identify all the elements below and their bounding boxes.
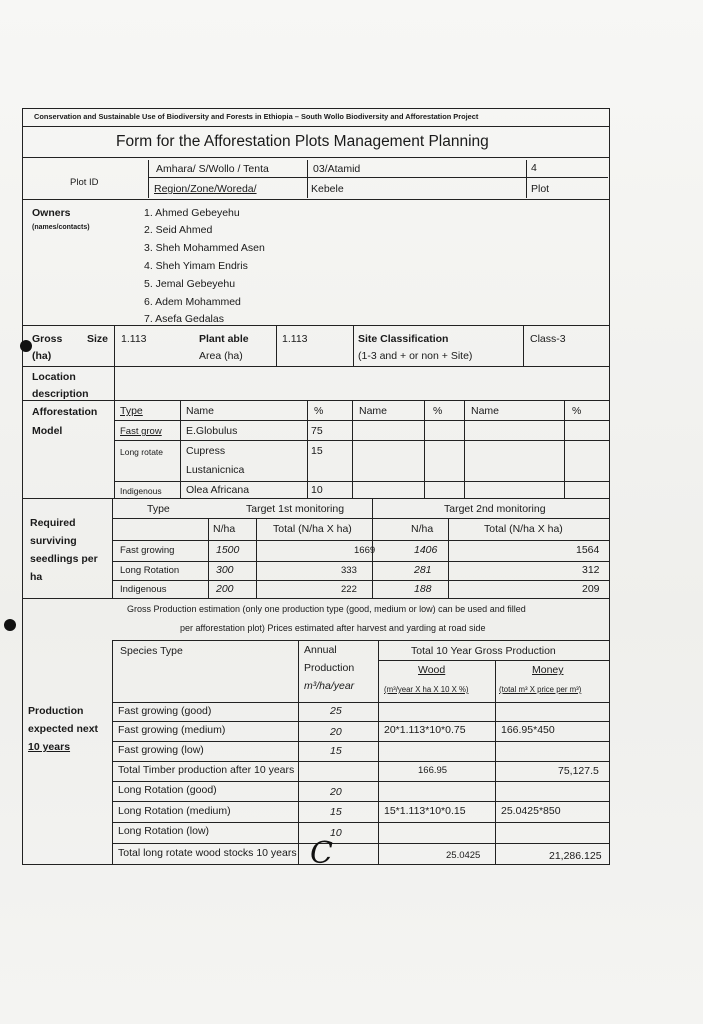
production-head-wood: Wood	[418, 664, 446, 676]
owner-item: 6. Adem Mohammed	[144, 296, 241, 308]
owner-item: 7. Asefa Gedalas	[144, 313, 224, 325]
seedlings-type: Indigenous	[120, 584, 167, 595]
production-total-timber: Total Timber production after 10 years	[118, 764, 295, 776]
punch-hole	[20, 340, 32, 352]
production-head-annual-unit: m³/ha/year	[304, 680, 355, 692]
model-type: Long rotate	[120, 447, 164, 457]
production-total-money: 75,127.5	[558, 765, 599, 777]
handwritten-initial: C	[310, 836, 333, 871]
seedlings-label: ha	[30, 571, 43, 583]
seedlings-t2: 209	[582, 583, 600, 595]
plantable-area-value: 1.113	[282, 333, 308, 345]
seedlings-head-monitoring-2: Target 2nd monitoring	[444, 503, 546, 515]
seedlings-head-monitoring-1: Target 1st monitoring	[246, 503, 345, 515]
production-row-annual: 10	[330, 827, 342, 839]
model-head-type: Type	[120, 405, 143, 417]
plot-id-label: Plot ID	[70, 177, 99, 188]
seedlings-label: surviving	[30, 535, 77, 547]
site-classification-label: Site Classification	[358, 333, 449, 345]
seedlings-head-nha: N/ha	[411, 523, 434, 535]
production-note: Gross Production estimation (only one production type (good, medium or low) can be used and filled	[127, 604, 526, 614]
model-species: Lustanicnica	[186, 464, 245, 476]
production-row-annual: 20	[330, 786, 342, 798]
model-species: Cupress	[186, 445, 226, 457]
seedlings-n2: 188	[414, 583, 432, 595]
site-classification-hint: (1-3 and + or non + Site)	[358, 350, 473, 362]
model-species: E.Globulus	[186, 425, 238, 437]
production-head-annual: Production	[304, 662, 355, 674]
production-head-money-formula: (total m³ X price per m³)	[499, 685, 582, 694]
production-note: per afforestation plot) Prices estimated after harvest and yarding at road side	[180, 623, 486, 633]
gross-size-unit: (ha)	[32, 350, 52, 362]
production-row-name: Long Rotation (low)	[118, 825, 210, 837]
plot-label: Plot	[531, 183, 550, 195]
production-label: expected next	[28, 723, 99, 735]
owners-label: Owners	[32, 207, 71, 219]
owner-item: 3. Sheh Mohammed Asen	[144, 242, 265, 254]
model-head-name: Name	[186, 405, 215, 417]
location-label: description	[32, 388, 89, 400]
production-total-money: 21,286.125	[549, 850, 602, 862]
seedlings-n2: 1406	[414, 544, 438, 556]
production-row-annual: 15	[330, 806, 342, 818]
model-head-pct: %	[314, 405, 324, 417]
seedlings-head-total: Total (N/ha X ha)	[273, 523, 352, 535]
model-pct: 15	[311, 445, 323, 457]
seedlings-label: seedlings per	[30, 553, 98, 565]
model-species: Olea Africana	[186, 484, 250, 496]
gross-size-value: 1.113	[121, 333, 147, 345]
site-classification-value: Class-3	[530, 333, 566, 345]
model-head-name: Name	[359, 405, 388, 417]
production-row-name: Fast growing (low)	[118, 744, 204, 756]
production-label: 10 years	[28, 741, 71, 753]
model-head-pct: %	[433, 405, 443, 417]
seedlings-head-nha: N/ha	[213, 523, 236, 535]
seedlings-label: Required	[30, 517, 76, 529]
production-row-name: Fast growing (good)	[118, 705, 212, 717]
kebele-value: 03/Atamid	[313, 163, 361, 175]
owner-item: 4. Sheh Yimam Endris	[144, 260, 248, 272]
gross-size-label: Gross	[32, 333, 63, 345]
seedlings-type: Long Rotation	[120, 565, 180, 576]
seedlings-n1: 1500	[216, 544, 240, 556]
seedlings-t2: 312	[582, 564, 600, 576]
seedlings-t1: 222	[341, 584, 357, 595]
project-header: Conservation and Sustainable Use of Biodiversity and Forests in Ethiopia – South Wollo Biodiversity and Afforestation Project	[34, 112, 479, 121]
production-head-wood-formula: (m³/year X ha X 10 X %)	[384, 685, 469, 694]
production-total-wood: 166.95	[418, 765, 448, 776]
model-pct: 75	[311, 425, 323, 437]
production-row-money: 166.95*450	[501, 724, 555, 736]
model-type: Indigenous	[120, 486, 162, 496]
seedlings-n1: 200	[216, 583, 234, 595]
seedlings-head-total: Total (N/ha X ha)	[484, 523, 563, 535]
plot-value: 4	[531, 162, 537, 174]
production-label: Production	[28, 705, 84, 717]
plantable-area-label: Plant able	[199, 333, 249, 345]
production-row-annual: 20	[330, 726, 342, 738]
model-type: Fast grow	[120, 426, 162, 437]
seedlings-t1: 333	[341, 565, 357, 576]
production-row-annual: 15	[330, 745, 342, 757]
plantable-area-unit: Area (ha)	[199, 350, 243, 362]
owners-sublabel: (names/contacts)	[32, 224, 90, 231]
seedlings-head-type: Type	[147, 503, 170, 515]
owner-item: 5. Jemal Gebeyehu	[144, 278, 236, 290]
production-row-wood: 20*1.113*10*0.75	[384, 724, 466, 736]
production-head-money: Money	[532, 664, 564, 676]
production-head-species: Species Type	[120, 645, 183, 657]
region-value: Amhara/ S/Wollo / Tenta	[156, 163, 269, 175]
location-label: Location	[32, 371, 76, 383]
production-total-wood: 25.0425	[446, 850, 481, 861]
region-label: Region/Zone/Woreda/	[154, 183, 257, 195]
owner-item: 1. Ahmed Gebeyehu	[144, 207, 240, 219]
owner-item: 2. Seid Ahmed	[144, 224, 213, 236]
production-total-long-rotate: Total long rotate wood stocks 10 years	[118, 847, 297, 859]
model-head-pct: %	[572, 405, 582, 417]
production-row-wood: 15*1.113*10*0.15	[384, 805, 466, 817]
punch-hole	[4, 619, 16, 631]
production-head-total: Total 10 Year Gross Production	[411, 645, 556, 657]
production-row-annual: 25	[330, 705, 342, 717]
production-head-annual: Annual	[304, 644, 337, 656]
model-label: Afforestation	[32, 406, 98, 418]
production-row-name: Long Rotation (medium)	[118, 805, 231, 817]
seedlings-n1: 300	[216, 564, 234, 576]
model-head-name: Name	[471, 405, 500, 417]
seedlings-type: Fast growing	[120, 545, 175, 556]
model-pct: 10	[311, 484, 323, 496]
gross-size-label: Size	[87, 333, 109, 345]
form-title: Form for the Afforestation Plots Management Planning	[116, 133, 489, 150]
production-row-money: 25.0425*850	[501, 805, 561, 817]
production-row-name: Fast growing (medium)	[118, 724, 226, 736]
production-row-name: Long Rotation (good)	[118, 784, 217, 796]
seedlings-n2: 281	[414, 564, 432, 576]
model-label: Model	[32, 425, 63, 437]
seedlings-t2: 1564	[576, 544, 600, 556]
seedlings-t1: 1669	[354, 545, 376, 556]
kebele-label: Kebele	[311, 183, 344, 195]
